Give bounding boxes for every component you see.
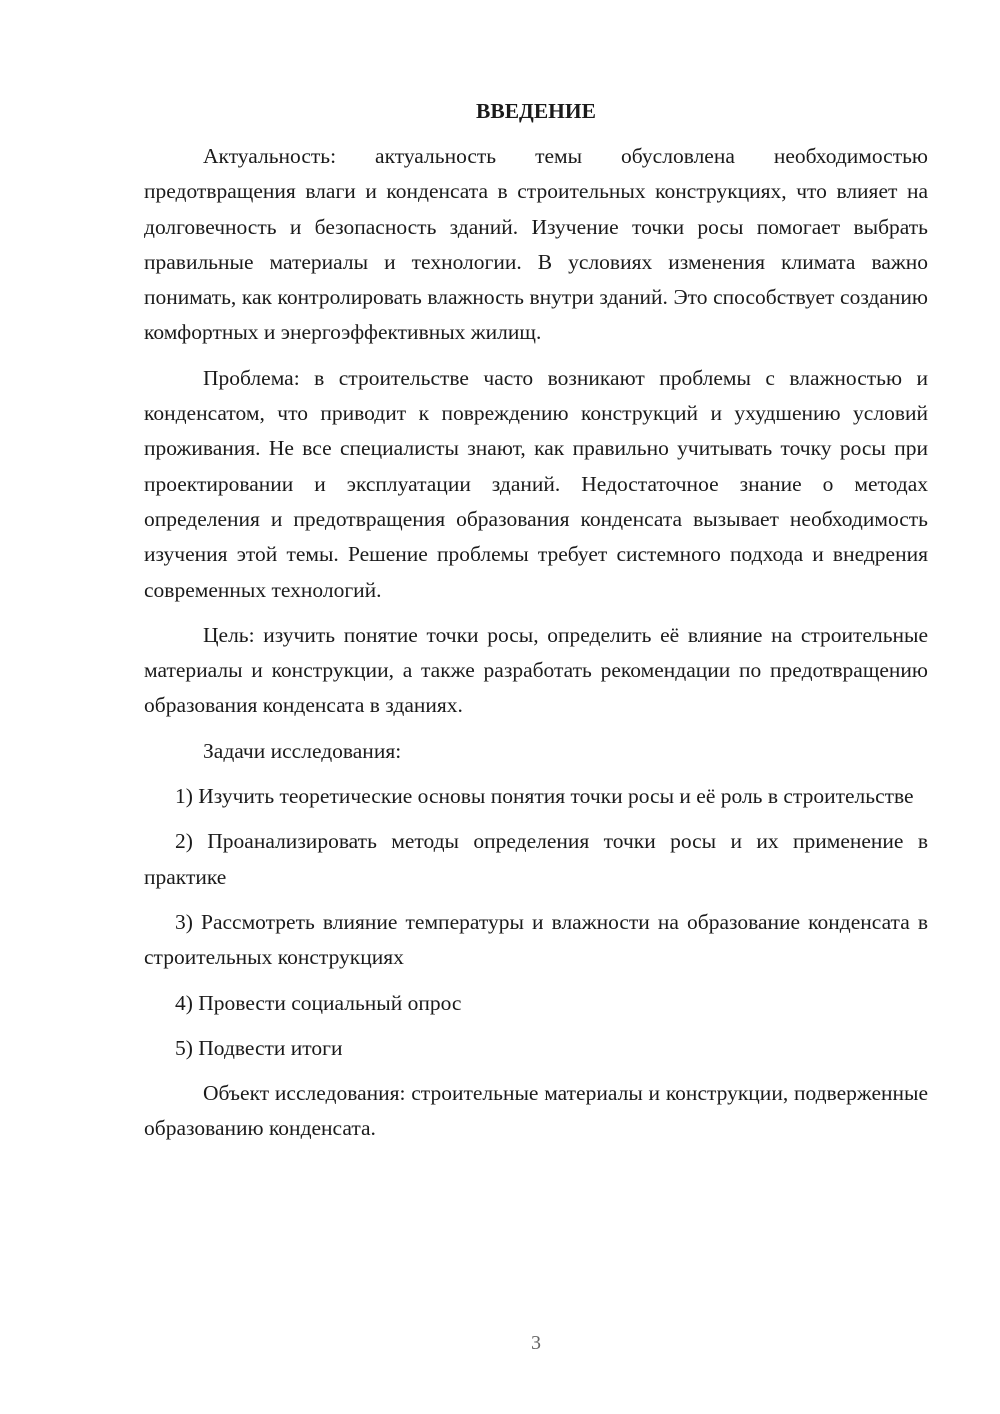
task-item-2: 2) Проанализировать методы определения точки росы и их применение в практике [144, 829, 928, 889]
page-number: 3 [531, 1332, 541, 1354]
task-item-4: 4) Провести социальный опрос [175, 990, 462, 1015]
paragraph-problem: Проблема: в строительстве часто возникают проблемы с влажностью и конденсатом, что приводит к повреждению конструкций и ухудшению условий проживания. Не все специалисты знают, как правильно учитывать точку росы при проектировании и эксплуатации зданий. Недостаточное знание о методах определения и предотвращения образования конденсата вызывает необходимость изучения этой темы. Решение проблемы требует системного подхода и внедрения современных технологий. [144, 365, 928, 602]
paragraph-goal: Цель: изучить понятие точки росы, определить её влияние на строительные материалы и конструкции, а также разработать рекомендации по предотвращению образования конденсата в зданиях. [144, 622, 928, 718]
page-content [144, 94, 928, 1157]
task-item-1: 1) Изучить теоретические основы понятия точки росы и её роль в строительстве [175, 784, 914, 809]
tasks-heading: Задачи исследования: [203, 738, 402, 763]
paragraph-object: Объект исследования: строительные материалы и конструкции, подверженные образованию конденсата. [144, 1081, 928, 1141]
task-item-5: 5) Подвести итоги [175, 1035, 343, 1060]
section-title: ВВЕДЕНИЕ [476, 99, 596, 123]
paragraph-relevance: Актуальность: актуальность темы обусловлена необходимостью предотвращения влаги и конденсата в строительных конструкциях, что влияет на долговечность и безопасность зданий. Изучение точки росы помогает выбрать правильные материалы и технологии. В условиях изменения климата важно понимать, как контролировать влажность внутри зданий. Это способствует созданию комфортных и энергоэффективных жилищ. [144, 144, 928, 345]
task-item-3: 3) Рассмотреть влияние температуры и влажности на образование конденсата в строительных конструкциях [144, 909, 928, 970]
